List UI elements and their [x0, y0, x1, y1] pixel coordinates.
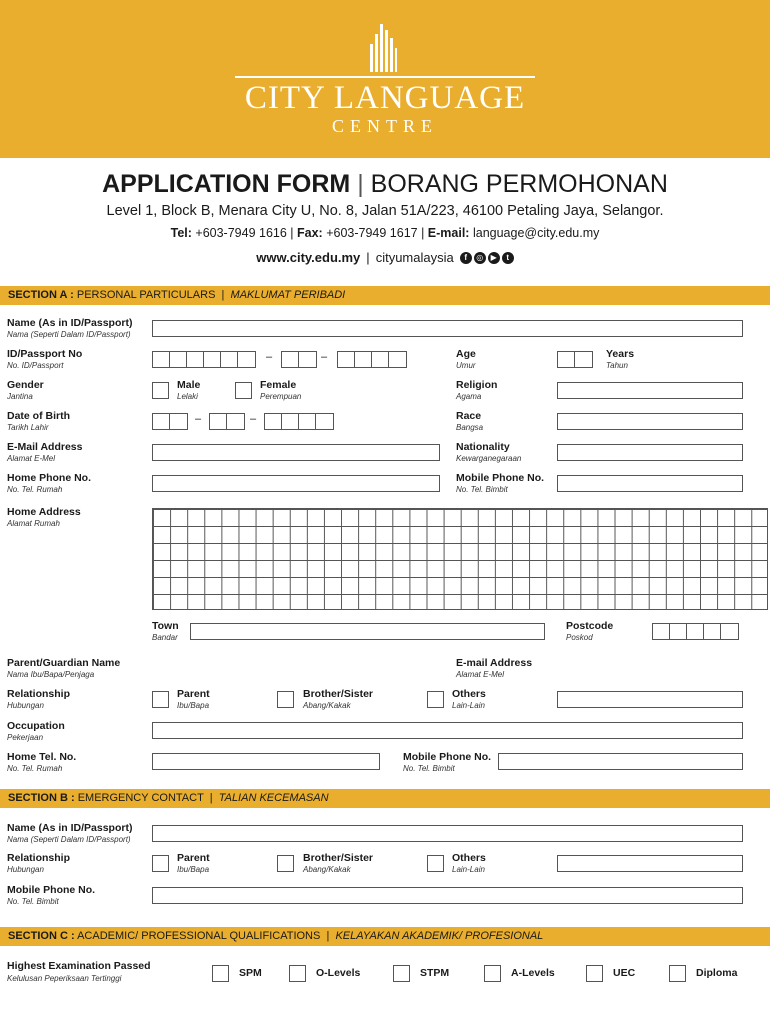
age-unit-sub: Tahun [606, 361, 628, 370]
religion-label: Religion [456, 379, 498, 391]
section-c-malay: KELAYAKAN AKADEMIK/ PROFESIONAL [335, 930, 544, 942]
section-b-code: SECTION B : [8, 792, 75, 804]
name-label: Name (As in ID/Passport) [7, 317, 133, 329]
religion-field[interactable] [557, 382, 743, 399]
dob-day-boxes[interactable] [152, 413, 188, 430]
male-sublabel: Lelaki [177, 392, 198, 401]
web-line [0, 250, 770, 265]
nationality-label: Nationality [456, 441, 510, 453]
postcode-boxes[interactable] [652, 623, 739, 640]
age-label: Age [456, 348, 476, 360]
emergency-name-sublabel: Nama (Seperti Dalam ID/Passport) [7, 835, 131, 844]
home-tel-label: Home Tel. No. [7, 751, 77, 763]
town-sublabel: Bandar [152, 633, 178, 642]
id-label: ID/Passport No [7, 348, 83, 360]
guardian-email-label: E-mail Address [456, 657, 533, 669]
female-sublabel: Perempuan [260, 392, 302, 401]
alevels-label: A-Levels [511, 967, 555, 979]
name-sublabel: Nama (Seperti Dalam ID/Passport) [7, 330, 131, 339]
fax-value: +603-7949 1617 [326, 226, 418, 240]
parent-checkbox[interactable] [152, 691, 169, 708]
dob-month-boxes[interactable] [209, 413, 245, 430]
guardian-email-sublabel: Alamat E-Mel [456, 670, 505, 679]
mobile-field[interactable] [557, 475, 743, 492]
section-a-sep: | [221, 289, 225, 301]
dob-dash-2: – [250, 413, 257, 425]
female-checkbox[interactable] [235, 382, 252, 399]
race-sublabel: Bangsa [456, 423, 484, 432]
twitter-icon[interactable]: t [502, 252, 514, 264]
email-label: E-mail: [427, 226, 470, 240]
emergency-others-label: Others [452, 852, 486, 864]
diploma-label: Diploma [696, 967, 738, 979]
emergency-relationship-label: Relationship [7, 852, 71, 864]
uec-checkbox[interactable] [586, 965, 603, 982]
gender-label: Gender [7, 379, 44, 391]
emergency-parent-checkbox[interactable] [152, 855, 169, 872]
section-a-title: PERSONAL PARTICULARS [76, 289, 216, 301]
home-address-sublabel: Alamat Rumah [7, 519, 60, 528]
sibling-label: Brother/Sister [303, 688, 374, 700]
dob-year-boxes[interactable] [264, 413, 334, 430]
alevels-checkbox[interactable] [484, 965, 501, 982]
email-address-sublabel: Alamat E-Mel [7, 454, 56, 463]
dob-sublabel: Tarikh Lahir [7, 423, 49, 432]
emergency-others-field[interactable] [557, 855, 743, 872]
age-unit: Years [606, 348, 635, 360]
id-dash-1: – [266, 351, 273, 363]
building-logo-icon [368, 22, 398, 72]
mobile2-sublabel: No. Tel. Bimbit [403, 764, 455, 773]
section-b-title: EMERGENCY CONTACT [77, 792, 204, 804]
race-label: Race [456, 410, 482, 422]
dob-dash-1: – [195, 413, 202, 425]
guardian-name-sublabel: Nama Ibu/Bapa/Penjaga [7, 670, 95, 679]
tel-value: +603-7949 1616 [195, 226, 287, 240]
home-tel-field[interactable] [152, 753, 380, 770]
town-label: Town [152, 620, 179, 632]
form-title-main: APPLICATION FORM [102, 170, 351, 198]
guardian-name-label: Parent/Guardian Name [7, 657, 121, 669]
highest-exam-sublabel: Kelulusan Peperiksaan Tertinggi [7, 974, 122, 983]
youtube-icon[interactable]: ▶ [488, 252, 500, 264]
emergency-name-label: Name (As in ID/Passport) [7, 822, 133, 834]
website-link[interactable]: www.city.edu.my [256, 250, 361, 265]
logo-subtitle: CENTRE [332, 116, 438, 136]
centre-address: Level 1, Block B, Menara City U, No. 8, Jalan 51A/223, 46100 Petaling Jaya, Selangor. [106, 203, 664, 219]
occupation-label: Occupation [7, 720, 65, 732]
postcode-label: Postcode [566, 620, 614, 632]
occupation-field[interactable] [152, 722, 743, 739]
tel-label: Tel: [170, 226, 192, 240]
uec-label: UEC [613, 967, 636, 979]
emergency-mobile-field[interactable] [152, 887, 743, 904]
emergency-mobile-sublabel: No. Tel. Bimbit [7, 897, 59, 906]
religion-sublabel: Agama [456, 392, 482, 401]
town-field[interactable] [190, 623, 545, 640]
emergency-others-checkbox[interactable] [427, 855, 444, 872]
spm-label: SPM [239, 967, 262, 979]
olevels-label: O-Levels [316, 967, 361, 979]
web-separator: | [366, 250, 370, 265]
name-field[interactable] [152, 320, 743, 337]
emergency-mobile-label: Mobile Phone No. [7, 884, 96, 896]
male-checkbox[interactable] [152, 382, 169, 399]
id-boxes-part2[interactable] [281, 351, 317, 368]
emergency-parent-sublabel: Ibu/Bapa [177, 865, 210, 874]
gender-sublabel: Jantina [7, 392, 33, 401]
email-field[interactable] [152, 444, 440, 461]
male-label: Male [177, 379, 201, 391]
section-c-title: ACADEMIC/ PROFESSIONAL QUALIFICATIONS [77, 930, 321, 942]
email-address-label: E-Mail Address [7, 441, 83, 453]
section-a-malay: MAKLUMAT PERIBADI [230, 289, 346, 301]
female-label: Female [260, 379, 297, 391]
emergency-parent-label: Parent [177, 852, 210, 864]
others-sublabel: Lain-Lain [452, 701, 485, 710]
age-boxes[interactable] [557, 351, 593, 368]
spm-checkbox[interactable] [212, 965, 229, 982]
home-address-grid[interactable] [152, 508, 768, 610]
id-sublabel: No. ID/Passport [7, 361, 64, 370]
diploma-checkbox[interactable] [669, 965, 686, 982]
parent-label: Parent [177, 688, 210, 700]
id-boxes-part3[interactable] [337, 351, 407, 368]
dob-label: Date of Birth [7, 410, 70, 422]
others-field[interactable] [557, 691, 743, 708]
social-handle: cityumalaysia [375, 250, 454, 265]
section-c-sep: | [326, 930, 330, 942]
age-sublabel: Umur [456, 361, 476, 370]
section-b-header [0, 789, 770, 808]
header-banner [0, 0, 770, 158]
form-title [0, 170, 770, 199]
occupation-sublabel: Pekerjaan [7, 733, 44, 742]
instagram-icon[interactable]: ◎ [474, 252, 486, 264]
emergency-relationship-sublabel: Hubungan [7, 865, 44, 874]
id-dash-2: – [321, 351, 328, 363]
home-phone-label: Home Phone No. [7, 472, 92, 484]
others-label: Others [452, 688, 486, 700]
highest-exam-label: Highest Examination Passed [7, 960, 151, 972]
section-a-code: SECTION A : [8, 289, 74, 301]
title-separator: | [357, 170, 364, 198]
sibling-sublabel: Abang/Kakak [303, 701, 351, 710]
fax-label: Fax: [297, 226, 323, 240]
postcode-sublabel: Poskod [566, 633, 593, 642]
facebook-icon[interactable]: f [460, 252, 472, 264]
stpm-label: STPM [420, 967, 450, 979]
section-c-code: SECTION C : [8, 930, 75, 942]
section-c-header [0, 927, 770, 946]
nationality-sublabel: Kewarganegaraan [456, 454, 522, 463]
emergency-sibling-checkbox[interactable] [277, 855, 294, 872]
id-boxes-part1[interactable] [152, 351, 256, 368]
relationship-label: Relationship [7, 688, 71, 700]
mobile2-label: Mobile Phone No. [403, 751, 492, 763]
mobile-sublabel: No. Tel. Bimbit [456, 485, 508, 494]
contact-line: Tel: +603-7949 1616 | Fax: +603-7949 1617 | E-mail: language@city.edu.my [170, 226, 600, 240]
emergency-sibling-label: Brother/Sister [303, 852, 374, 864]
emergency-sibling-sublabel: Abang/Kakak [303, 865, 351, 874]
others-checkbox[interactable] [427, 691, 444, 708]
home-phone-sublabel: No. Tel. Rumah [7, 485, 63, 494]
stpm-checkbox[interactable] [393, 965, 410, 982]
section-a-header [0, 286, 770, 305]
emergency-others-sublabel: Lain-Lain [452, 865, 485, 874]
home-phone-field[interactable] [152, 475, 440, 492]
race-field[interactable] [557, 413, 743, 430]
emergency-name-field[interactable] [152, 825, 743, 842]
form-title-malay: BORANG PERMOHONAN [370, 170, 668, 198]
home-tel-sublabel: No. Tel. Rumah [7, 764, 63, 773]
mobile2-field[interactable] [498, 753, 743, 770]
mobile-label: Mobile Phone No. [456, 472, 545, 484]
nationality-field[interactable] [557, 444, 743, 461]
olevels-checkbox[interactable] [289, 965, 306, 982]
section-b-malay: TALIAN KECEMASAN [218, 792, 329, 804]
home-address-label: Home Address [7, 506, 81, 518]
email-value: language@city.edu.my [472, 226, 600, 240]
logo-divider [235, 76, 535, 78]
parent-sublabel: Ibu/Bapa [177, 701, 210, 710]
relationship-sublabel: Hubungan [7, 701, 44, 710]
sibling-checkbox[interactable] [277, 691, 294, 708]
logo-name: CITY LANGUAGE [244, 80, 526, 116]
section-b-sep: | [209, 792, 213, 804]
